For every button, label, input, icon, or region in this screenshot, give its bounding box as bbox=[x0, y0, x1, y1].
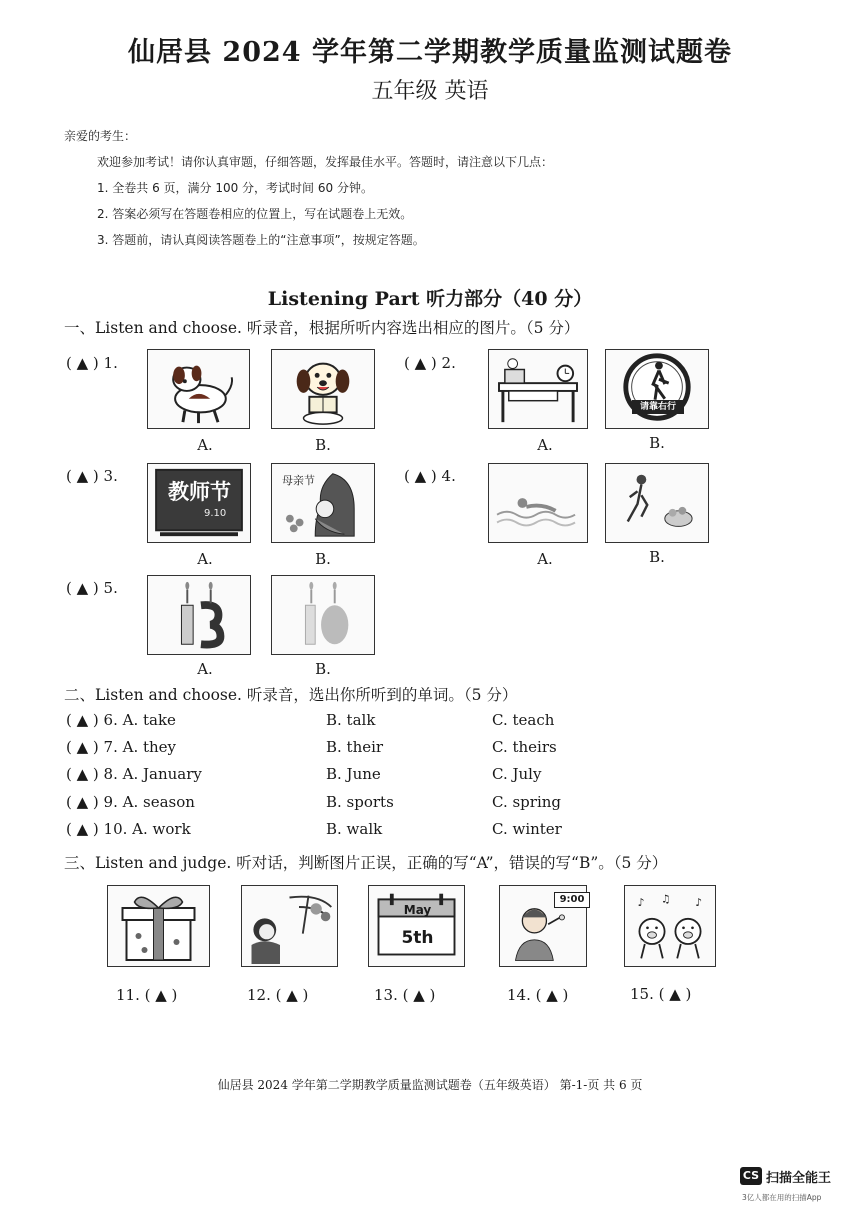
q5-picture-b-cake-10 bbox=[271, 575, 375, 655]
section1-title: 一、Listen and choose. 听录音，根据所听内容选出相应的图片。（5 分） bbox=[64, 319, 580, 337]
svg-text:♪: ♪ bbox=[637, 896, 645, 910]
svg-text:♫: ♫ bbox=[661, 892, 671, 906]
reading-dog-icon bbox=[272, 350, 374, 428]
q3-label-a: A. bbox=[197, 550, 213, 568]
q12-answer: 12. ( ▲ ) bbox=[247, 986, 309, 1004]
clock-readout: 9:00 bbox=[554, 892, 590, 908]
camscanner-name: 扫描全能王 bbox=[766, 1171, 832, 1186]
q1-picture-b-reading-dog bbox=[271, 349, 375, 429]
q6-option-c: C. teach bbox=[492, 711, 555, 729]
q3-picture-a-teachers-day bbox=[147, 463, 251, 543]
q2-label-b: B. bbox=[649, 434, 665, 452]
q8-option-c: C. July bbox=[492, 765, 542, 783]
q8-mark: ( ▲ ) 8. A. January bbox=[66, 765, 202, 783]
q1-picture-a-dog bbox=[147, 349, 250, 429]
q2-label-a: A. bbox=[537, 436, 553, 454]
q6-mark: ( ▲ ) 6. A. take bbox=[66, 711, 176, 729]
q3-picture-b-mothers-day bbox=[271, 463, 375, 543]
q11-picture-gift bbox=[107, 885, 210, 967]
q1-label-a: A. bbox=[197, 436, 213, 454]
q5-label-a: A. bbox=[197, 660, 213, 678]
q13-picture-calendar bbox=[368, 885, 465, 967]
q6-option-b: B. talk bbox=[326, 711, 376, 729]
q8-option-b: B. June bbox=[326, 765, 381, 783]
swimming-icon bbox=[489, 464, 587, 542]
notice-intro: 欢迎参加考试！请你认真审题，仔细答题，发挥最佳水平。答题时，请注意以下几点： bbox=[97, 155, 554, 169]
q9-option-c: C. spring bbox=[492, 793, 562, 811]
q3-label-b: B. bbox=[315, 550, 331, 568]
q13-answer: 13. ( ▲ ) bbox=[374, 986, 436, 1004]
board-text: 教师节 bbox=[168, 480, 231, 504]
notice-item-1: 1. 全卷共 6 页，满分 100 分，考试时间 60 分钟。 bbox=[97, 181, 373, 195]
birthday-cake-icon bbox=[272, 576, 374, 654]
birthday-cake-icon bbox=[148, 576, 250, 654]
desk-icon bbox=[489, 350, 587, 428]
q15-picture-pigs-singing bbox=[624, 885, 716, 967]
q2-picture-b-sign bbox=[605, 349, 709, 429]
q5-picture-a-cake-13 bbox=[147, 575, 251, 655]
q5-label-b: B. bbox=[315, 660, 331, 678]
q10-mark: ( ▲ ) 10. A. work bbox=[66, 820, 191, 838]
q12-picture-girl-tree bbox=[241, 885, 338, 967]
gift-box-icon bbox=[108, 886, 209, 966]
calendar-icon bbox=[369, 886, 464, 966]
q4-label-b: B. bbox=[649, 548, 665, 566]
q1-label-b: B. bbox=[315, 436, 331, 454]
svg-text:♪: ♪ bbox=[695, 896, 703, 910]
q11-answer: 11. ( ▲ ) bbox=[116, 986, 178, 1004]
q9-option-b: B. sports bbox=[326, 793, 394, 811]
q7-mark: ( ▲ ) 7. A. they bbox=[66, 738, 177, 756]
card-text: 母亲节 bbox=[282, 474, 315, 487]
camscanner-tagline: 3亿人都在用的扫描App bbox=[742, 1193, 822, 1202]
page-footer: 仙居县 2024 学年第二学期教学质量监测试题卷（五年级英语） 第-1-页 共 6 页 bbox=[217, 1078, 643, 1092]
section3-title: 三、Listen and judge. 听对话，判断图片正误，正确的写“A”，错误的写“B”。（5 分） bbox=[64, 854, 668, 872]
listening-part-title: Listening Part 听力部分（40 分） bbox=[267, 288, 593, 310]
notice-item-3: 3. 答题前，请认真阅读答题卷上的“注意事项”，按规定答题。 bbox=[97, 233, 425, 247]
q4-picture-b-picnic bbox=[605, 463, 709, 543]
girl-tree-icon bbox=[242, 886, 337, 966]
q7-option-c: C. theirs bbox=[492, 738, 557, 756]
exam-title: 仙居县 2024 学年第二学期教学质量监测试题卷 bbox=[128, 37, 732, 68]
q4-picture-a-swimming bbox=[488, 463, 588, 543]
q14-answer: 14. ( ▲ ) bbox=[507, 986, 569, 1004]
q4-label-a: A. bbox=[537, 550, 553, 568]
exam-subtitle: 五年级 英语 bbox=[371, 79, 489, 104]
q3-mark: ( ▲ ) 3. bbox=[66, 467, 118, 485]
q2-mark: ( ▲ ) 2. bbox=[404, 354, 456, 372]
keep-right-sign-icon bbox=[606, 350, 708, 428]
dog-icon bbox=[148, 350, 249, 428]
section2-title: 二、Listen and choose. 听录音，选出你所听到的单词。（5 分） bbox=[64, 686, 518, 704]
sign-text: 请靠右行 bbox=[632, 400, 684, 414]
q5-mark: ( ▲ ) 5. bbox=[66, 579, 118, 597]
calendar-month: May bbox=[403, 903, 432, 917]
calendar-day: 5th bbox=[401, 928, 434, 948]
camscanner-logo: CS bbox=[740, 1167, 762, 1185]
girl-picnic-icon bbox=[606, 464, 708, 542]
pigs-singing-icon bbox=[625, 886, 715, 966]
q10-option-c: C. winter bbox=[492, 820, 562, 838]
q7-option-b: B. their bbox=[326, 738, 384, 756]
q2-picture-a-desk bbox=[488, 349, 588, 429]
board-date: 9.10 bbox=[204, 508, 227, 519]
q14-picture-boy-brushing bbox=[499, 885, 587, 967]
notice-item-2: 2. 答案必须写在答题卷相应的位置上，写在试题卷上无效。 bbox=[97, 207, 413, 221]
q9-mark: ( ▲ ) 9. A. season bbox=[66, 793, 195, 811]
notice-greeting: 亲爱的考生： bbox=[64, 129, 137, 143]
q15-answer: 15. ( ▲ ) bbox=[630, 985, 692, 1003]
q4-mark: ( ▲ ) 4. bbox=[404, 467, 456, 485]
q1-mark: ( ▲ ) 1. bbox=[66, 354, 118, 372]
q10-option-b: B. walk bbox=[326, 820, 383, 838]
